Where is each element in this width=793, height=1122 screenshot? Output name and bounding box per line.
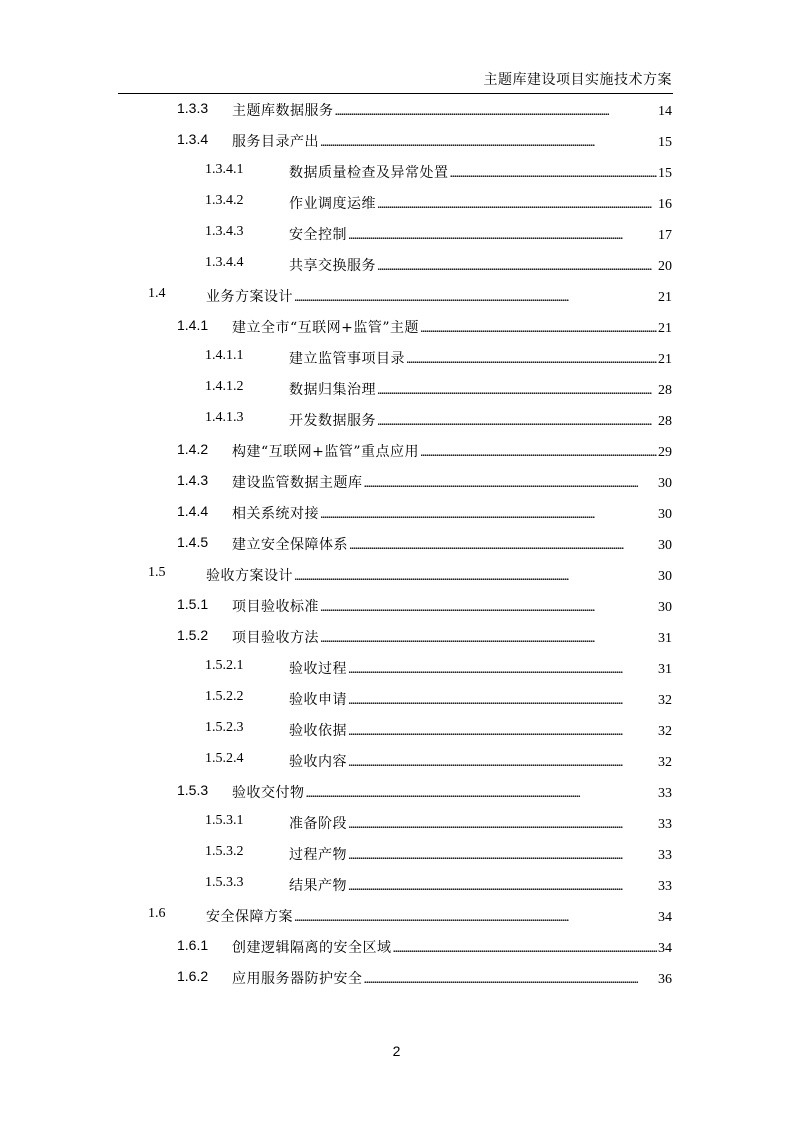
toc-entry-line <box>289 193 672 213</box>
toc-entry[interactable] <box>0 751 793 781</box>
toc-entry-title: 建立全市“互联网+监管”主题 <box>232 320 420 336</box>
toc-entry-line <box>232 472 672 492</box>
toc-entry-title: 验收内容 <box>289 754 347 770</box>
dot-leader <box>320 135 657 151</box>
toc-entry-line <box>232 782 672 802</box>
dot-leader <box>294 290 657 306</box>
toc-entry-line <box>289 410 672 430</box>
toc-entry-line <box>206 565 672 585</box>
toc-entry-page: 16 <box>658 197 672 212</box>
toc-entry-title: 创建逻辑隔离的安全区域 <box>232 940 392 956</box>
toc-entry-page: 30 <box>658 569 672 584</box>
dot-leader <box>349 538 657 554</box>
toc-entry-number: 1.5.2.2 <box>205 689 244 704</box>
toc-entry-line <box>289 813 672 833</box>
toc-entry[interactable] <box>0 782 793 812</box>
toc-entry[interactable] <box>0 472 793 502</box>
toc-entry-title: 项目验收标准 <box>232 599 319 615</box>
toc-entry-title: 验收方案设计 <box>206 568 293 584</box>
dot-leader <box>320 507 657 523</box>
toc-entry-page: 30 <box>658 476 672 491</box>
toc-entry-page: 31 <box>658 631 672 646</box>
toc-entry-number: 1.5.2.1 <box>205 658 244 673</box>
toc-entry-line <box>206 286 672 306</box>
header-rule <box>118 93 673 94</box>
dot-leader <box>306 786 658 802</box>
toc-entry-title: 验收过程 <box>289 661 347 677</box>
toc-entry-title: 验收申请 <box>289 692 347 708</box>
toc-entry-title: 安全保障方案 <box>206 909 293 925</box>
toc-entry-title: 数据归集治理 <box>289 382 376 398</box>
dot-leader <box>377 383 657 399</box>
toc-entry-line <box>232 441 672 461</box>
dot-leader <box>364 476 658 492</box>
toc-entry-title: 安全控制 <box>289 227 347 243</box>
toc-entry-line <box>232 534 672 554</box>
toc-entry-number: 1.4.1.2 <box>205 379 244 394</box>
toc-entry-number: 1.3.4.2 <box>205 193 244 208</box>
toc-entry-number: 1.4.1 <box>177 317 209 333</box>
dot-leader <box>320 600 657 616</box>
toc-entry[interactable] <box>0 379 793 409</box>
dot-leader <box>348 848 657 864</box>
toc-entry-line <box>289 720 672 740</box>
toc-entry-title: 验收交付物 <box>232 785 305 801</box>
toc-entry[interactable] <box>0 441 793 471</box>
toc-entry-title: 结果产物 <box>289 878 347 894</box>
toc-entry-title: 数据质量检查及异常处置 <box>289 165 449 181</box>
dot-leader <box>420 445 657 461</box>
toc-entry[interactable] <box>0 720 793 750</box>
toc-entry[interactable] <box>0 875 793 905</box>
toc-entry-number: 1.6.2 <box>177 968 209 984</box>
dot-leader <box>420 321 657 337</box>
toc-entry-line <box>289 844 672 864</box>
toc-entry-number: 1.3.4.3 <box>205 224 244 239</box>
dot-leader <box>348 755 657 771</box>
toc-entry-page: 33 <box>658 786 672 801</box>
dot-leader <box>348 724 657 740</box>
toc-entry[interactable] <box>0 193 793 223</box>
toc-entry-page: 21 <box>658 321 672 336</box>
dot-leader <box>335 104 658 120</box>
toc-entry-title: 准备阶段 <box>289 816 347 832</box>
toc-entry-page: 28 <box>658 383 672 398</box>
toc-entry-title: 过程产物 <box>289 847 347 863</box>
toc-entry-number: 1.4.1.3 <box>205 410 244 425</box>
dot-leader <box>348 817 657 833</box>
dot-leader <box>348 662 657 678</box>
toc-entry-page: 21 <box>658 290 672 305</box>
toc-entry-line <box>289 658 672 678</box>
dot-leader <box>294 569 657 585</box>
toc-entry-page: 30 <box>658 600 672 615</box>
running-header: 主题库建设项目实施技术方案 <box>483 72 672 88</box>
toc-entry-line <box>232 100 672 120</box>
toc-entry[interactable] <box>0 813 793 843</box>
toc-entry-line <box>232 131 672 151</box>
toc-entry-page: 15 <box>658 135 672 150</box>
toc-entry-title: 业务方案设计 <box>206 289 293 305</box>
toc-entry-page: 31 <box>658 662 672 677</box>
toc-entry-number: 1.6 <box>148 906 166 921</box>
toc-entry-line <box>289 875 672 895</box>
toc-entry-title: 作业调度运维 <box>289 196 376 212</box>
toc-entry-number: 1.4.2 <box>177 441 209 457</box>
dot-leader <box>377 197 657 213</box>
toc-entry-line <box>232 968 672 988</box>
toc-entry-number: 1.5.2.3 <box>205 720 244 735</box>
toc-entry-page: 34 <box>658 910 672 925</box>
toc-entry-number: 1.5.2 <box>177 627 209 643</box>
toc-entry-number: 1.4.4 <box>177 503 209 519</box>
toc-entry[interactable] <box>0 503 793 533</box>
toc-entry-line <box>232 937 672 957</box>
toc-entry-line <box>289 224 672 244</box>
toc-entry-number: 1.5.3.3 <box>205 875 244 890</box>
toc-entry-page: 30 <box>658 538 672 553</box>
toc-entry-line <box>289 689 672 709</box>
toc-entry-number: 1.5.1 <box>177 596 209 612</box>
toc-entry[interactable] <box>0 565 793 595</box>
dot-leader <box>364 972 658 988</box>
toc-entry-number: 1.3.4.1 <box>205 162 244 177</box>
toc-entry-page: 36 <box>658 972 672 987</box>
toc-entry-page: 17 <box>658 228 672 243</box>
toc-entry[interactable] <box>0 255 793 285</box>
toc-entry-number: 1.3.3 <box>177 100 209 116</box>
toc-entry-title: 开发数据服务 <box>289 413 376 429</box>
toc-entry-number: 1.6.1 <box>177 937 209 953</box>
toc-entry-number: 1.5.3.1 <box>205 813 244 828</box>
toc-entry-page: 28 <box>658 414 672 429</box>
toc-entry[interactable] <box>0 162 793 192</box>
toc-entry[interactable] <box>0 596 793 626</box>
toc-entry[interactable] <box>0 937 793 967</box>
toc-entry-line <box>289 379 672 399</box>
toc-entry-line <box>232 627 672 647</box>
toc-entry-line <box>289 255 672 275</box>
toc-entry[interactable] <box>0 689 793 719</box>
toc-entry-number: 1.3.4.4 <box>205 255 244 270</box>
toc-entry-line <box>232 503 672 523</box>
toc-entry-number: 1.4 <box>148 286 166 301</box>
dot-leader <box>393 941 658 957</box>
toc-entry-page: 33 <box>658 879 672 894</box>
toc-entry[interactable] <box>0 410 793 440</box>
toc-entry[interactable] <box>0 348 793 378</box>
toc-entry[interactable] <box>0 906 793 936</box>
toc-entry-number: 1.4.1.1 <box>205 348 244 363</box>
toc-entry[interactable] <box>0 317 793 347</box>
dot-leader <box>348 879 657 895</box>
toc-entry-title: 主题库数据服务 <box>232 103 334 119</box>
toc-entry-title: 应用服务器防护安全 <box>232 971 363 987</box>
toc-entry-number: 1.3.4 <box>177 131 209 147</box>
toc-entry[interactable] <box>0 627 793 657</box>
toc-entry-page: 15 <box>658 166 672 181</box>
toc-entry-title: 构建“互联网+监管”重点应用 <box>232 444 420 460</box>
toc-entry-number: 1.4.3 <box>177 472 209 488</box>
toc-entry-page: 29 <box>658 445 672 460</box>
toc-entry-title: 项目验收方法 <box>232 630 319 646</box>
dot-leader <box>377 414 657 430</box>
toc-entry-page: 32 <box>658 755 672 770</box>
toc-entry[interactable] <box>0 968 793 998</box>
toc-entry-line <box>289 751 672 771</box>
toc-entry-number: 1.5.3.2 <box>205 844 244 859</box>
toc-entry-number: 1.5 <box>148 565 166 580</box>
toc-entry-title: 建立监管事项目录 <box>289 351 405 367</box>
toc-entry-line <box>289 348 672 368</box>
toc-entry-page: 21 <box>658 352 672 367</box>
toc-entry[interactable] <box>0 844 793 874</box>
toc-entry[interactable] <box>0 131 793 161</box>
toc-entry-page: 14 <box>658 104 672 119</box>
toc-entry-page: 33 <box>658 817 672 832</box>
toc-entry[interactable] <box>0 100 793 130</box>
toc-entry-page: 32 <box>658 693 672 708</box>
dot-leader <box>348 693 657 709</box>
toc-entry[interactable] <box>0 534 793 564</box>
toc-entry-number: 1.5.2.4 <box>205 751 244 766</box>
toc-entry-page: 20 <box>658 259 672 274</box>
toc-entry-title: 服务目录产出 <box>232 134 319 150</box>
dot-leader <box>450 166 658 182</box>
toc-entry-title: 建立安全保障体系 <box>232 537 348 553</box>
page-number: 2 <box>392 1043 401 1059</box>
toc-entry-page: 34 <box>658 941 672 956</box>
dot-leader <box>348 228 657 244</box>
toc-entry-number: 1.4.5 <box>177 534 209 550</box>
dot-leader <box>320 631 657 647</box>
toc-entry-page: 32 <box>658 724 672 739</box>
toc-entry-title: 相关系统对接 <box>232 506 319 522</box>
toc-entry-title: 建设监管数据主题库 <box>232 475 363 491</box>
toc-entry-line <box>289 162 672 182</box>
dot-leader <box>294 910 657 926</box>
toc-entry-line <box>206 906 672 926</box>
toc-entry-page: 30 <box>658 507 672 522</box>
dot-leader <box>377 259 657 275</box>
toc-entry-number: 1.5.3 <box>177 782 209 798</box>
toc-entry-title: 共享交换服务 <box>289 258 376 274</box>
toc-entry-page: 33 <box>658 848 672 863</box>
toc-entry-line <box>232 317 672 337</box>
toc-entry[interactable] <box>0 224 793 254</box>
toc-entry-title: 验收依据 <box>289 723 347 739</box>
toc-entry-line <box>232 596 672 616</box>
toc-entry[interactable] <box>0 658 793 688</box>
dot-leader <box>406 352 657 368</box>
toc-entry[interactable] <box>0 286 793 316</box>
